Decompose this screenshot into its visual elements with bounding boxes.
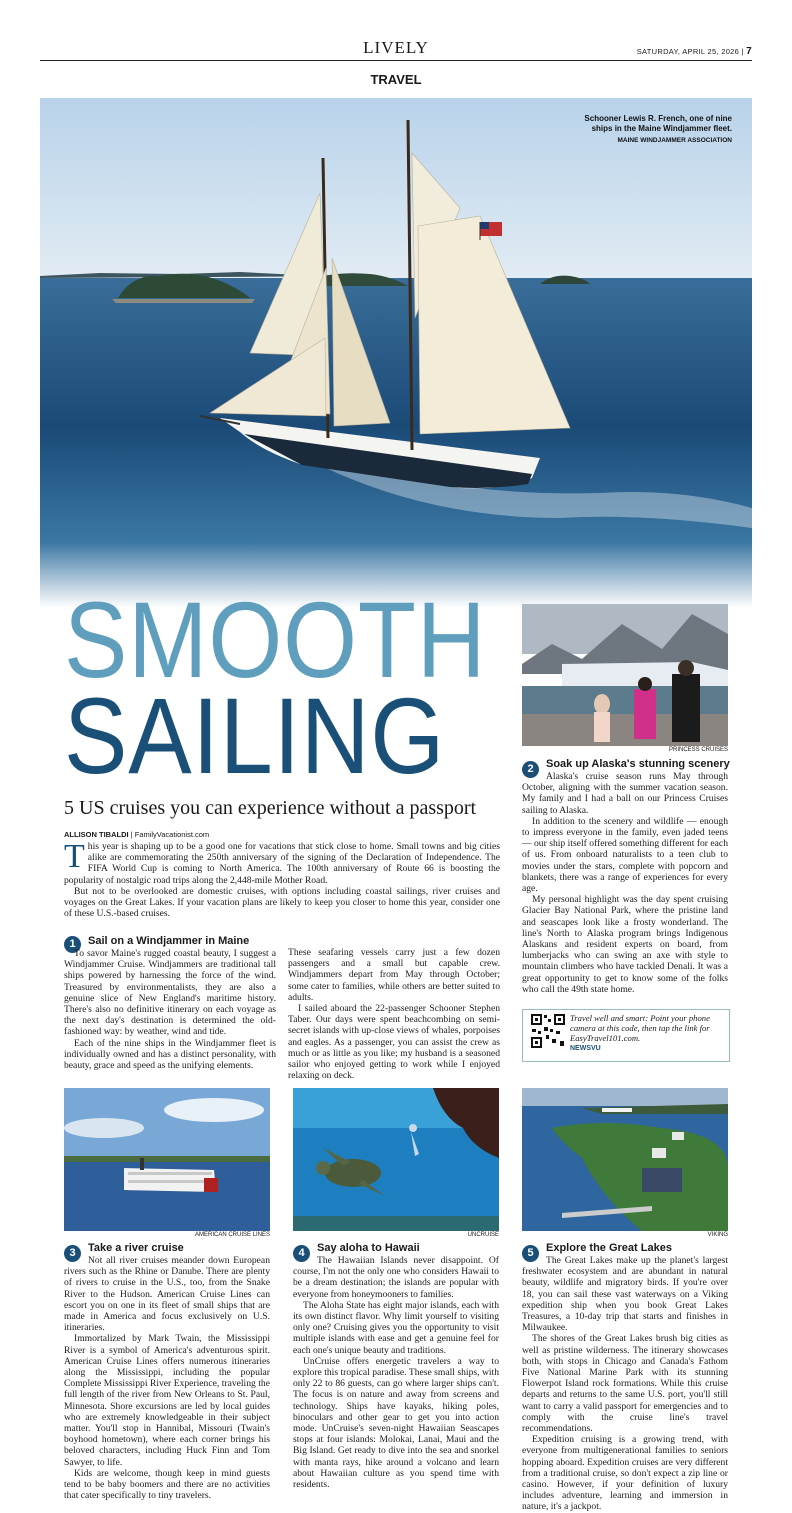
photo-credit-alaska: PRINCESS CRUISES bbox=[668, 747, 728, 753]
photo-credit-lakes: VIKING bbox=[707, 1232, 728, 1238]
section-3-paragraph: Not all river cruises meander down European rivers such as the Rhine or Danube. There are plenty of rivers to cruise in the U.S., too, from the Snake River to the Hudson. American Cruise Lines can escort you on one in its fleet of small ships that are made in America and focus exclusively on U.S. itineraries. bbox=[64, 1255, 270, 1334]
date-text: SATURDAY, APRIL 25, 2026 | bbox=[636, 47, 747, 56]
subheadline: 5 US cruises you can experience without a passport bbox=[64, 797, 477, 819]
section-3-body bbox=[64, 1255, 270, 1501]
page-date bbox=[637, 46, 752, 57]
schooner-illustration bbox=[40, 98, 752, 608]
section-1-number: 1 bbox=[64, 936, 81, 953]
section-4-body bbox=[293, 1255, 499, 1490]
hero-credit: MAINE WINDJAMMER ASSOCIATION bbox=[617, 137, 732, 144]
section-2-paragraph: In addition to the scenery and wildlife — enough to impress everyone in the family, even jaded teens — our ship itself offered something different for each of us. From onboard naturalists to a teen club to movies under the stars, complete with popcorn and blankets, there was a range of experiences for every age. bbox=[522, 815, 728, 895]
section-3-heading: Take a river cruise bbox=[88, 1242, 184, 1254]
sea-turtle-illustration bbox=[293, 1088, 499, 1231]
intro-paragraph-1: his year is shaping up to be a good one for vacations that stick close to home. Small towns and big cities alike are commemorating the 250th anniversary of the signing of the Declaration of Independence. The FIFA World Cup is coming to North America. The 100th anniversary of Route 66 is boosting the popularity of nostalgic road trips along the 2,448-mile Mother Road. bbox=[64, 841, 500, 886]
hero-caption-text: Schooner Lewis R. French, one of nine ships in the Maine Windjammer fleet. bbox=[584, 114, 732, 133]
section-5-number: 5 bbox=[522, 1245, 539, 1262]
hawaii-photo bbox=[293, 1088, 499, 1231]
intro-text bbox=[64, 838, 500, 920]
section-1-paragraph: These seafaring vessels carry just a few dozen passengers and a small but capable crew. Windjammers depart from May through October; some cater to families, while others are better suited to adults. bbox=[288, 947, 500, 1003]
section-2-number: 2 bbox=[522, 761, 539, 778]
qr-code-icon[interactable] bbox=[530, 1013, 566, 1049]
section-1-col-2 bbox=[288, 947, 500, 1081]
byline-outlet: FamilyVacationist.com bbox=[134, 830, 210, 839]
section-1-paragraph: Each of the nine ships in the Windjammer fleet is individually owned and has a distinct personality, with beauty, grace and speed as the unifying elements. bbox=[64, 1037, 276, 1072]
section-3-paragraph: Kids are welcome, though keep in mind guests tend to be baby boomers and there are no activities that cater specifically to tiny travelers. bbox=[64, 1467, 270, 1502]
header-rule bbox=[40, 60, 752, 61]
hero-caption bbox=[582, 114, 732, 146]
page-number: 7 bbox=[746, 46, 752, 57]
photo-credit-hawaii: UNCRUISE bbox=[467, 1232, 499, 1238]
headline-line-2: SAILING bbox=[64, 675, 446, 796]
section-4-paragraph: UnCruise offers energetic travelers a way to explore this tropical paradise. These small ships, with only 22 to 86 guests, can go where larger ships can't. The focus is on nature and away from screens and technology. Ships have kayaks, hiking poles, binoculars and other gear to get you into action mode. UnCruise's seven-night Hawaiian Seascapes stops at four islands: Molokai, Lanai, Maui and the Big Island. Get ready to dive into the sea and snorkel with manta rays, hike around a volcano and learn about Hawaiian culture as you spend time with residents. bbox=[293, 1355, 499, 1491]
section-5-paragraph: The Great Lakes make up the planet's largest freshwater ecosystem and are abundant in natural beauty, wildlife and migratory birds. If you're over 18, you can sail these vast waterways on a Viking expedition ship when you book Great Lakes Treasures, a 10-day trip that starts and finishes in Milwaukee. bbox=[522, 1255, 728, 1334]
drop-cap: T bbox=[64, 838, 85, 875]
topic-label: TRAVEL bbox=[370, 72, 422, 87]
section-1-col-1 bbox=[64, 948, 276, 1071]
section-4-number: 4 bbox=[293, 1245, 310, 1262]
section-5-body bbox=[522, 1255, 728, 1513]
harbor-illustration bbox=[522, 1088, 728, 1231]
byline: ALLISON TIBALDI | FamilyVacationist.com bbox=[64, 830, 210, 839]
qr-brand: NEWSVU bbox=[570, 1045, 601, 1052]
section-5-paragraph: The shores of the Great Lakes brush big cities as well as pristine wilderness. The itinerary showcases both, with stops in Chicago and Canada's Fathom Five National Marine Park with its stunning Flowerpot Island rock formations. While this cruise departs and returns to the same U.S. port, you'll still want to carry a valid passport for emergencies and to comply with the cruise line's travel recommendations. bbox=[522, 1333, 728, 1435]
section-4-paragraph: The Aloha State has eight major islands, each with its own distinct flavor. Why limit yourself to visiting only one? Cruising gives you the opportunity to visit multiple islands with ease and get a genuine feel for each one's unique beauty and traditions. bbox=[293, 1299, 499, 1356]
river-cruise-photo bbox=[64, 1088, 270, 1231]
riverboat-illustration bbox=[64, 1088, 270, 1231]
qr-promo-text: Travel well and smart: Point your phone camera at this code, then tap the link for EasyTravel101.com. bbox=[570, 1013, 710, 1043]
section-2-body bbox=[522, 771, 728, 995]
intro-paragraph-2: But not to be overlooked are domestic cruises, with options including coastal sailings, river cruises and voyages on the Great Lakes. If your vacation plans are likely to keep you closer to home this year, consider one of these U.S.-based cruises. bbox=[64, 885, 500, 920]
section-5-paragraph: Expedition cruising is a growing trend, with everyone from multigenerational families to seniors hopping aboard. Expedition cruises are very different from a traditional cruise, so don't expect a zip line or casino. However, if your definition of luxury includes adventure, learning and immersion in nature, it's a jackpot. bbox=[522, 1434, 728, 1513]
section-1-paragraph: I sailed aboard the 22-passenger Schooner Stephen Taber. Our days were spent beachcombing on semi-secret islands with up-close views of whales, porpoises and eagles. As a passenger, you can assist the crew as much or as little as you like; my husband is a seasoned sailor who enjoyed getting to work while I enjoyed relaxing on deck. bbox=[288, 1003, 500, 1082]
section-3-paragraph: Immortalized by Mark Twain, the Mississippi River is a symbol of America's adventurous spirit. American Cruise Lines offers numerous itineraries along the Mississippi, including the popular Complete Mississippi River Experience, traveling the full length of the river from New Orleans to St. Paul, Minnesota. Shore excursions are led by local guides who are extremely knowledgeable in their subject matter. You'll stop in Hannibal, Missouri (Twain's boyhood hometown), where each corner brings his beloved characters, including Huck Finn and Tom Sawyer, to life. bbox=[64, 1333, 270, 1468]
section-4-heading: Say aloha to Hawaii bbox=[317, 1242, 420, 1254]
alaska-glacier-illustration bbox=[522, 604, 728, 746]
section-3-number: 3 bbox=[64, 1245, 81, 1262]
section-2-heading: Soak up Alaska's stunning scenery bbox=[546, 758, 730, 770]
headline-line-1: SMOOTH bbox=[64, 579, 487, 700]
section-1-paragraph: To savor Maine's rugged coastal beauty, I suggest a Windjammer Cruise. Windjammers are traditional tall ships powered by harnessing the force of the wind. Treasured by environmentalists, they are also a genuine slice of New England's maritime history. There's also no definitive itinerary on each voyage as the next day's destination is determined the old-fashioned way: by weather, wind and tide. bbox=[64, 948, 276, 1038]
alaska-photo bbox=[522, 604, 728, 746]
section-2-paragraph: My personal highlight was the day spent cruising Glacier Bay National Park, where the pristine land and seascapes look like a frosty wonderland. The line's North to Alaska program brings Indigenous Alaskans and resident experts on board, from lumberjacks who can swing an axe with style to mountain climbers who have tackled Denali. It was a great opportunity to get to know some of the folks who call the 49th state home. bbox=[522, 894, 728, 995]
section-5-heading: Explore the Great Lakes bbox=[546, 1242, 672, 1254]
section-4-paragraph: The Hawaiian Islands never disappoint. Of course, I'm not the only one who considers Hawaii to be a dream destination; the islands are popular with everyone from honeymooners to families. bbox=[293, 1255, 499, 1300]
section-name: LIVELY bbox=[363, 38, 429, 57]
photo-credit-river: AMERICAN CRUISE LINES bbox=[194, 1232, 270, 1238]
byline-author: ALLISON TIBALDI bbox=[64, 830, 129, 839]
hero-photo-schooner bbox=[40, 98, 752, 608]
great-lakes-photo bbox=[522, 1088, 728, 1231]
section-1-heading: Sail on a Windjammer in Maine bbox=[88, 935, 250, 947]
section-2-paragraph: Alaska's cruise season runs May through October, aligning with the summer vacation season. My family and I had a ball on our Princess Cruises sailing to Alaska. bbox=[522, 771, 728, 816]
